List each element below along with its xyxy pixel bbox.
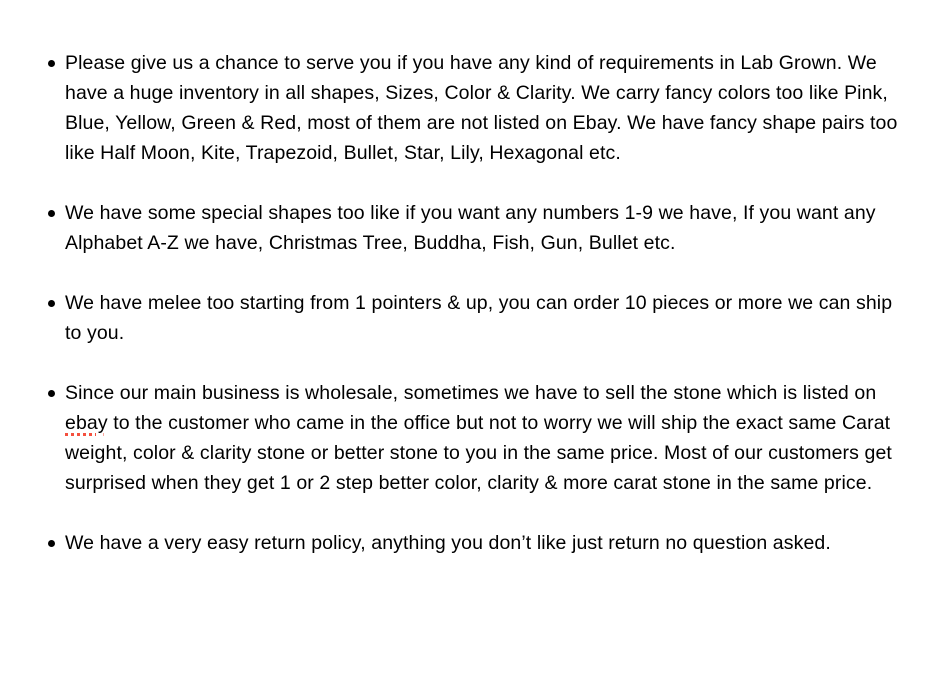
bullet-text: We have melee too starting from 1 pointers & up, you can order 10 pieces or more we can ship to you. [65, 292, 893, 344]
bullet-list [47, 48, 907, 558]
bullet-item [47, 528, 907, 558]
bullet-text: We have some special shapes too like if you want any numbers 1-9 we have, If you want any Alphabet A-Z we have, Christmas Tree, Buddha, Fish, Gun, Bullet etc. [65, 202, 876, 254]
bullet-text: to the customer who came in the office but not to worry we will ship the exact same Carat weight, color & clarity stone or better stone to you in the same price. Most of our customers get surprised when they get 1 or 2 step better color, clarity & more carat stone in the same price. [65, 412, 892, 494]
bullet-text: Please give us a chance to serve you if you have any kind of requirements in Lab Grown. We have a huge inventory in all shapes, Sizes, Color & Clarity. We carry fancy colors too like Pink, Blue, Yellow, Green & Red, most of them are not listed on Ebay. We have fancy shape pairs too like Half Moon, Kite, Trapezoid, Bullet, Star, Lily, Hexagonal etc. [65, 52, 898, 164]
bullet-item [47, 198, 907, 258]
bullet-text: We have a very easy return policy, anything you don’t like just return no question asked. [65, 532, 831, 554]
bullet-item [47, 378, 907, 498]
bullet-item [47, 48, 907, 168]
bullet-text: Since our main business is wholesale, sometimes we have to sell the stone which is listed on [65, 382, 877, 404]
bullet-item [47, 288, 907, 348]
misspelled-word: ebay [65, 412, 108, 434]
